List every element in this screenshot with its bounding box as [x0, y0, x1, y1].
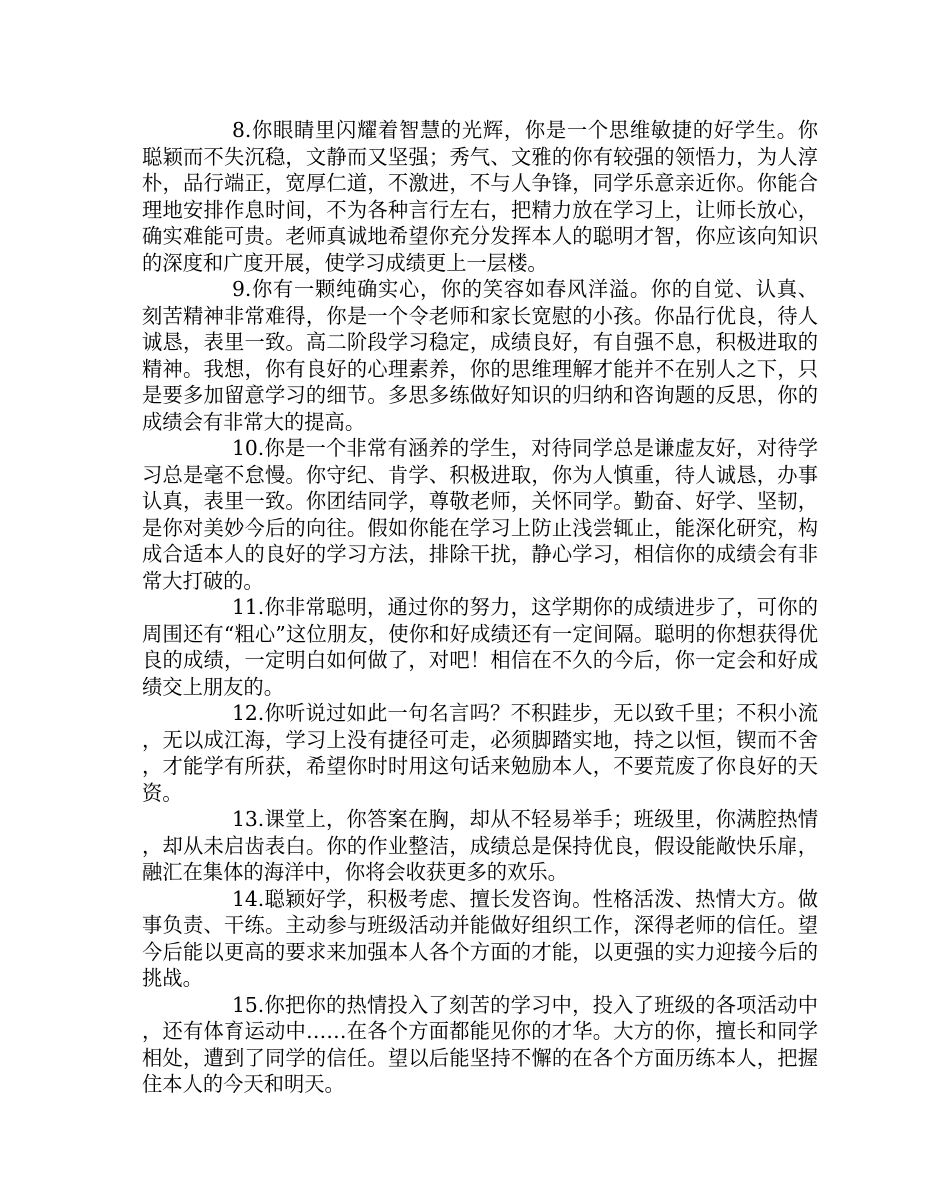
comment-paragraph-10: 10.你是一个非常有涵养的学生，对待同学总是谦虚友好，对待学习总是毫不怠慢。你守纪、肯学、积极进取，你为人慎重，待人诚恳，办事认真，表里一致。你团结同学，尊敬老师，关怀同学。勤奋、好学、坚韧，是你对美妙今后的向往。假如你能在学习上防止浅尝辄止，能深化研究，构成合适本人的良好的学习方法，排除干扰，静心学习，相信你的成绩会有非常大打破的。: [142, 436, 818, 593]
comment-paragraph-14: 14.聪颖好学，积极考虑、擅长发咨询。性格活泼、热情大方。做事负责、干练。主动参与班级活动并能做好组织工作，深得老师的信任。望今后能以更高的要求来加强本人各个方面的才能，以更强的实力迎接今后的挑战。: [142, 886, 818, 990]
comment-paragraph-12: 12.你听说过如此一句名言吗？不积跬步，无以致千里；不积小流，无以成江海，学习上没有捷径可走，必须脚踏实地，持之以恒，锲而不舍，才能学有所获，希望你时时用这句话来勉励本人，不要荒废了你良好的天资。: [142, 701, 818, 805]
comment-paragraph-9: 9.你有一颗纯确实心，你的笑容如春风洋溢。你的自觉、认真、刻苦精神非常难得，你是一个令老师和家长宽慰的小孩。你品行优良，待人诚恳，表里一致。高二阶段学习稳定，成绩良好，有自强不息，积极进取的精神。我想，你有良好的心理素养，你的思维理解才能并不在别人之下，只是要多加留意学习的细节。多思多练做好知识的归纳和咨询题的反思，你的成绩会有非常大的提高。: [142, 277, 818, 434]
comment-paragraph-13: 13.课堂上，你答案在胸，却从不轻易举手；班级里，你满腔热情，却从未启齿表白。你的作业整洁，成绩总是保持优良，假设能敞快乐扉，融汇在集体的海洋中，你将会收获更多的欢乐。: [142, 807, 818, 884]
comment-paragraph-8: 8.你眼睛里闪耀着智慧的光辉，你是一个思维敏捷的好学生。你聪颖而不失沉稳，文静而又坚强；秀气、文雅的你有较强的领悟力，为人淳朴，品行端正，宽厚仁道，不激进，不与人争锋，同学乐意亲近你。你能合理地安排作息时间，不为各种言行左右，把精力放在学习上，让师长放心，确实难能可贵。老师真诚地希望你充分发挥本人的聪明才智，你应该向知识的深度和广度开展，使学习成绩更上一层楼。: [142, 118, 818, 275]
comment-paragraph-11: 11.你非常聪明，通过你的努力，这学期你的成绩进步了，可你的周围还有“粗心”这位朋友，使你和好成绩还有一定间隔。聪明的你想获得优良的成绩，一定明白如何做了，对吧！相信在不久的今后，你一定会和好成绩交上朋友的。: [142, 595, 818, 699]
document-body: [142, 117, 818, 1098]
comment-paragraph-15: 15.你把你的热情投入了刻苦的学习中，投入了班级的各项活动中，还有体育运动中……在各个方面都能见你的才华。大方的你，擅长和同学相处，遭到了同学的信任。望以后能坚持不懈的在各个方面历练本人，把握住本人的今天和明天。: [142, 992, 818, 1096]
